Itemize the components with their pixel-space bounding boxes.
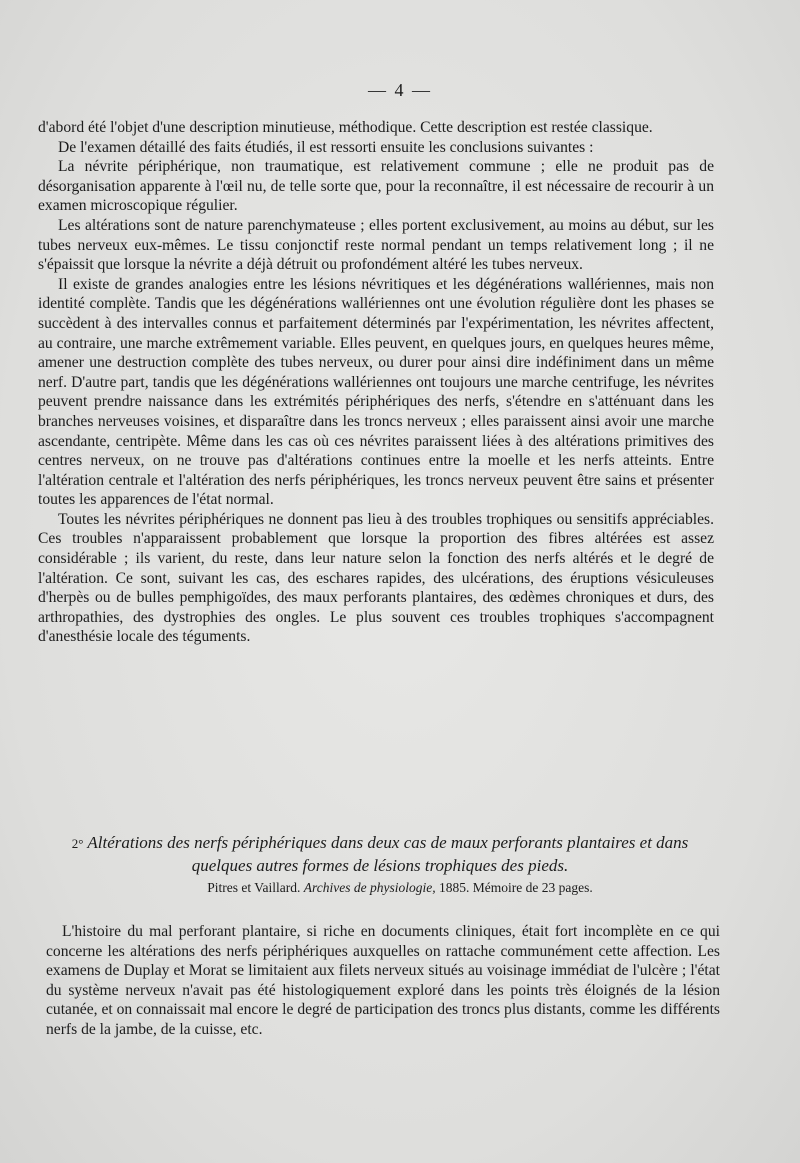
citation-authors: Pitres et Vaillard. [207,880,301,895]
paragraph-alterations: Les altérations sont de nature parenchymateuse ; elles portent exclusivement, au moins au début, sur les tubes nerveux eux-mêmes. Le tissu conjonctif reste normal pendant un temps relativement long ; il ne s'épaissit que lorsque la névrite a déjà détruit ou profondément altéré les tubes nerveux. [38,216,714,274]
paragraph-troubles-trophiques: Toutes les névrites périphériques ne donnent pas lieu à des troubles trophiques ou sensitifs appréciables. Ces troubles n'apparaissent probablement que lorsque la proportion des fibres altérées est assez considérable ; ils varient, du reste, dans leur nature selon la fonction des nerfs altérés et le degré de l'altération. Ce sont, suivant les cas, des eschares rapides, des ulcérations, des éruptions vésiculeuses d'herpès ou de bulles pemphigoïdes, des maux perforants plantaires, des œdèmes chroniques et durs, des arthropathies, des dystrophies des ongles. Le plus souvent ces troubles trophiques s'accompagnent d'anesthésie locale des téguments. [38,510,714,646]
section-heading [44,832,716,877]
page-number: — 4 — [368,80,432,100]
paragraph-mal-perforant: L'histoire du mal perforant plantaire, si riche en documents cliniques, était fort incomplète en ce qui concerne les altérations des nerfs périphériques auxquelles on rattache communément cette affection. Les examens de Duplay et Morat se limitaient aux filets nerveux situés au voisinage immédiat de l'ulcère ; l'état du système nerveux n'avait pas été histologiquement exploré dans les points très éloignés de la lésion cutanée, et on connaissait mal encore le degré de participation des troncs plus distants, comme les différents nerfs de la jambe, de la cuisse, etc. [46,923,720,1038]
paragraph-continuation: d'abord été l'objet d'une description minutieuse, méthodique. Cette description est restée classique. [38,119,653,136]
paragraph-analogies: Il existe de grandes analogies entre les lésions névritiques et les dégénérations wallériennes, mais non identité complète. Tandis que les dégénérations wallériennes ont une évolution régulière dont les phases se succèdent à des intervalles connus et parfaitement déterminés par l'expérimentation, les névrites affectent, au contraire, une marche extrêmement variable. Elles peuvent, en quelques jours, en quelques heures même, amener une destruction complète des tubes nerveux, ou durer pour ainsi dire indéfiniment dans un même nerf. D'autre part, tandis que les dégénérations wallériennes ont toujours une marche centrifuge, les névrites peuvent prendre naissance dans les extrémités périphériques des nerfs, s'étendre en s'atténuant dans les branches nerveuses voisines, et disparaître dans les troncs nerveux ; elles paraissent ainsi avoir une marche ascendante, centripète. Même dans les cas où ces névrites paraissent liées à des altérations primitives des centres nerveux, on ne trouve pas d'altérations continues entre la moelle et les nerfs atteints. Entre l'altération centrale et l'altération des nerfs périphériques, les troncs nerveux peuvent être sains et présenter toutes les apparences de l'état normal. [38,275,714,509]
section-number: 2° [71,836,84,851]
section-body [46,922,720,1040]
body-text [38,118,714,647]
paragraph-conclusions-intro: De l'examen détaillé des faits étudiés, il est ressorti ensuite les conclusions suivantes : [58,138,594,156]
section-title: Altérations des nerfs périphériques dans deux cas de maux perforants plantaires et dans quelques autres formes de lésions trophiques des pieds. [87,833,689,875]
citation-details: 1885. Mémoire de 23 pages. [438,880,593,895]
citation [0,880,800,896]
paragraph-nevrite-commune: La névrite périphérique, non traumatique, est relativement commune ; elle ne produit pas de désorganisation apparente à l'œil nu, de telle sorte que, pour la reconnaître, il est nécessaire de recourir à un examen microscopique régulier. [38,158,714,215]
citation-journal: Archives de physiologie, [303,880,436,895]
